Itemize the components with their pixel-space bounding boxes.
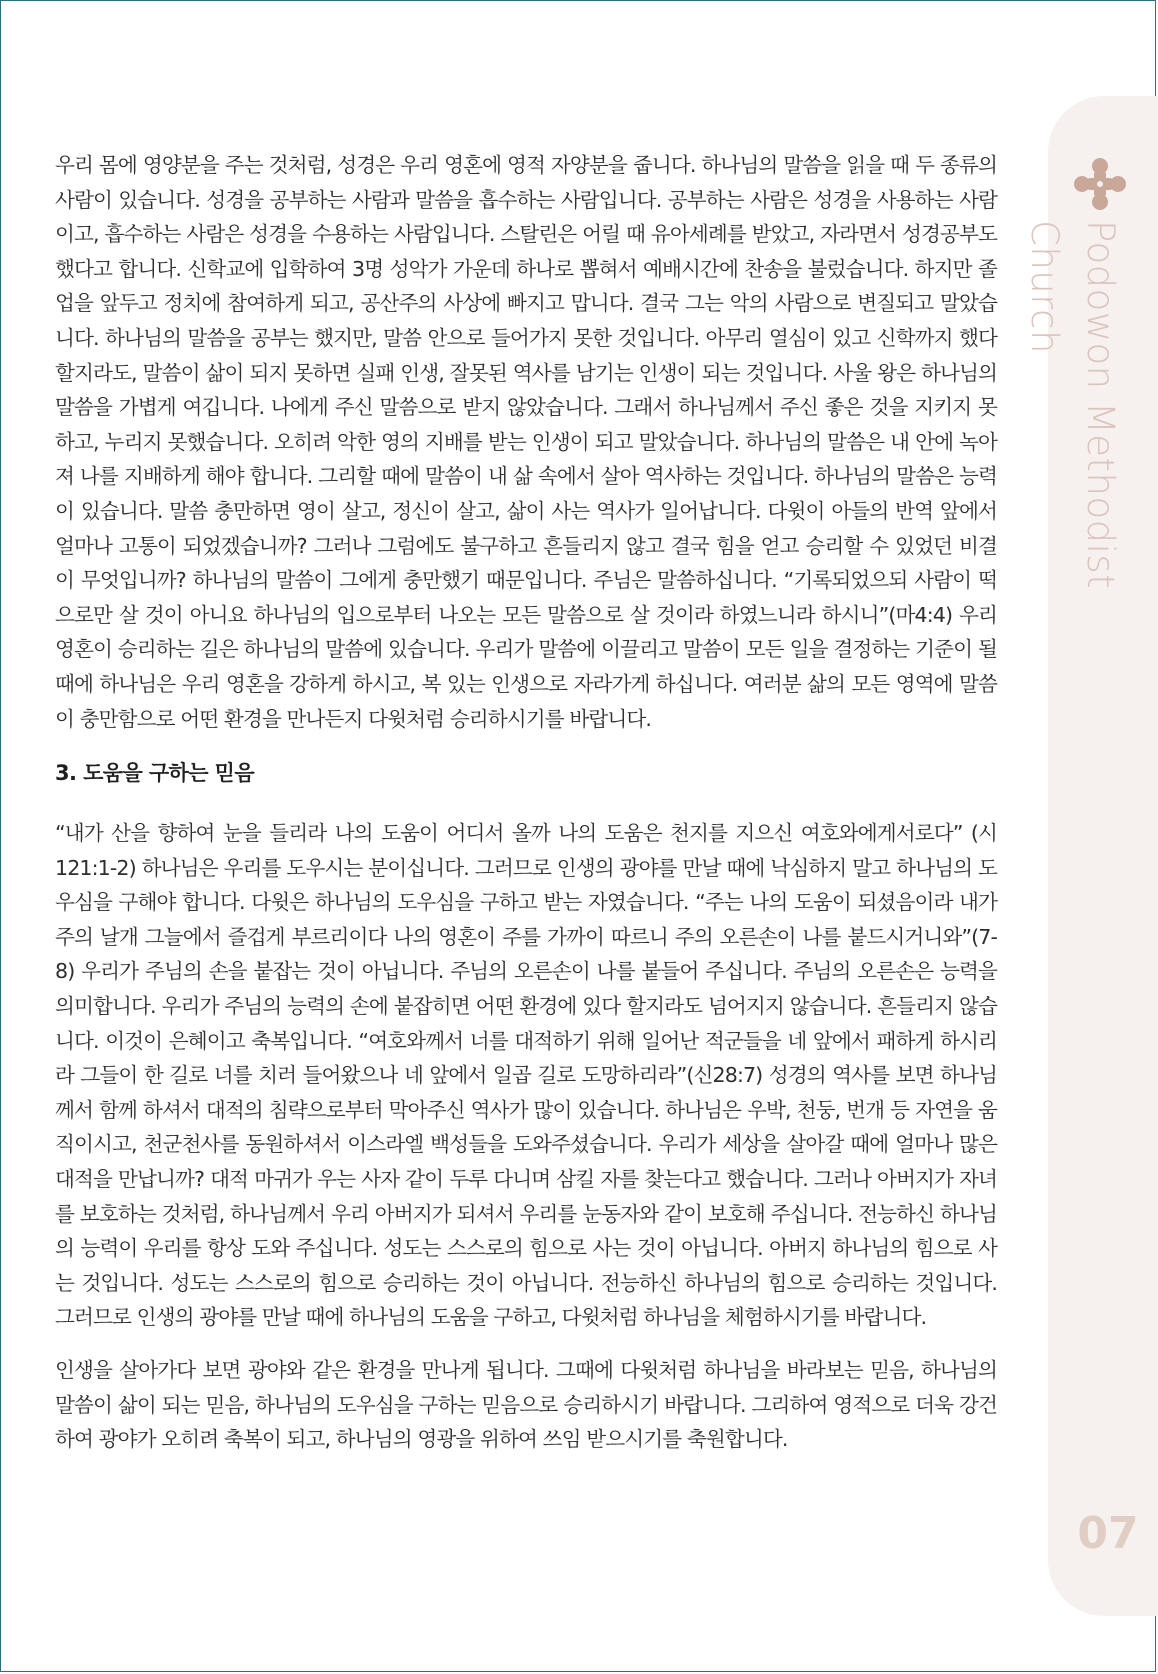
paragraph-1: 우리 몸에 영양분을 주는 것처럼, 성경은 우리 영혼에 영적 자양분을 줍니다. 하나님의 말씀을 읽을 때 두 종류의 사람이 있습니다. 성경을 공부하는 사람과 말씀을 흡수하는 사람입니다. 공부하는 사람은 성경을 사용하는 사람이고, 흡수하는 사람은 성경을 수용하는 사람입니다. 스탈린은 어릴 때 유아세례를 받았고, 자라면서 성경공부도 했다고 합니다. 신학교에 입학하여 3명 성악가 가운데 하나로 뽑혀서 예배시간에 찬송을 불렀습니다. 하지만 졸업을 앞두고 정치에 참여하게 되고, 공산주의 사상에 빠지고 맙니다. 결국 그는 악의 사람으로 변질되고 말았습니다. 하나님의 말씀을 공부는 했지만, 말씀 안으로 들어가지 못한 것입니다. 아무리 열심이 있고 신학까지 했다 할지라도, 말씀이 삶이 되지 못하면 실패 인생, 잘못된 역사를 남기는 인생이 되는 것입니다. 사울 왕은 하나님의 말씀을 가볍게 여깁니다. 나에게 주신 말씀으로 받지 않았습니다. 그래서 하나님께서 주신 좋은 것을 지키지 못하고, 누리지 못했습니다. 오히려 악한 영의 지배를 받는 인생이 되고 말았습니다. 하나님의 말씀은 내 안에 녹아져 나를 지배하게 해야 합니다. 그리할 때에 말씀이 내 삶 속에서 살아 역사하는 것입니다. 하나님의 말씀은 능력이 있습니다. 말씀 충만하면 영이 살고, 정신이 살고, 삶이 사는 역사가 일어납니다. 다윗이 아들의 반역 앞에서 얼마나 고통이 되었겠습니까? 그러나 그럼에도 불구하고 흔들리지 않고 결국 힘을 얻고 승리할 수 있었던 비결이 무엇입니까? 하나님의 말씀이 그에게 충만했기 때문입니다. 주님은 말씀하십니다. “기록되었으되 사람이 떡으로만 살 것이 아니요 하나님의 입으로부터 나오는 모든 말씀으로 살 것이라 하였느니라 하시니”(마4:4) 우리 영혼이 승리하는 길은 하나님의 말씀에 있습니다. 우리가 말씀에 이끌리고 말씀이 모든 일을 결정하는 기준이 될 때에 하나님은 우리 영혼을 강하게 하시고, 복 있는 인생으로 자라가게 하십니다. 여러분 삶의 모든 영역에 말씀이 충만함으로 어떤 환경을 만나든지 다윗처럼 승리하시기를 바랍니다. [55,153,997,731]
paragraph-2: “내가 산을 향하여 눈을 들리라 나의 도움이 어디서 올까 나의 도움은 천지를 지으신 여호와에게서로다” (시121:1-2) 하나님은 우리를 도우시는 분이십니다. 그러므로 인생의 광야를 만날 때에 낙심하지 말고 하나님의 도우심을 구해야 합니다. 다윗은 하나님의 도우심을 구하고 받는 자였습니다. “주는 나의 도움이 되셨음이라 내가 주의 날개 그늘에서 즐겁게 부르리이다 나의 영혼이 주를 가까이 따르니 주의 오른손이 나를 붙드시거니와”(7-8) 우리가 주님의 손을 붙잡는 것이 아닙니다. 주님의 오른손이 나를 붙들어 주십니다. 주님의 오른손은 능력을 의미합니다. 우리가 주님의 능력의 손에 붙잡히면 어떤 환경에 있다 할지라도 넘어지지 않습니다. 흔들리지 않습니다. 이것이 은혜이고 축복입니다. “여호와께서 너를 대적하기 위해 일어난 적군들을 네 앞에서 패하게 하시리라 그들이 한 길로 너를 치러 들어왔으나 네 앞에서 일곱 길로 도망하리라”(신28:7) 성경의 역사를 보면 하나님께서 함께 하셔서 대적의 침략으로부터 막아주신 역사가 많이 있습니다. 하나님은 우박, 천둥, 번개 등 자연을 움직이시고, 천군천사를 동원하셔서 이스라엘 백성들을 도와주셨습니다. 우리가 세상을 살아갈 때에 얼마나 많은 대적을 만납니까? 대적 마귀가 우는 사자 같이 두루 다니며 삼킬 자를 찾는다고 했습니다. 그러나 아버지가 자녀를 보호하는 것처럼, 하나님께서 우리 아버지가 되셔서 우리를 눈동자와 같이 보호해 주십니다. 전능하신 하나님의 능력이 우리를 항상 도와 주십니다. 성도는 스스로의 힘으로 사는 것이 아닙니다. 아버지 하나님의 힘으로 사는 것입니다. 성도는 스스로의 힘으로 승리하는 것이 아닙니다. 전능하신 하나님의 힘으로 승리하는 것입니다. 그러므로 인생의 광야를 만날 때에 하나님의 도움을 구하고, 다윗처럼 하나님을 체험하시기를 바랍니다. [55,821,997,1330]
article-body [55,148,997,1457]
clover-icon [1072,156,1128,212]
section-heading: 3. 도움을 구하는 믿음 [55,761,255,786]
paragraph-3: 인생을 살아가다 보면 광야와 같은 환경을 만나게 됩니다. 그때에 다윗처럼 하나님을 바라보는 믿음, 하나님의 말씀이 삶이 되는 믿음, 하나님의 도우심을 구하는 믿음으로 승리하시기 바랍니다. 그리하여 영적으로 더욱 강건하여 광야가 오히려 축복이 되고, 하나님의 영광을 위하여 쓰임 받으시기를 축원합니다. [55,1358,997,1452]
page-number: 07 [1077,1508,1139,1559]
church-name: Podowon Methodist Church [1023,220,1122,590]
